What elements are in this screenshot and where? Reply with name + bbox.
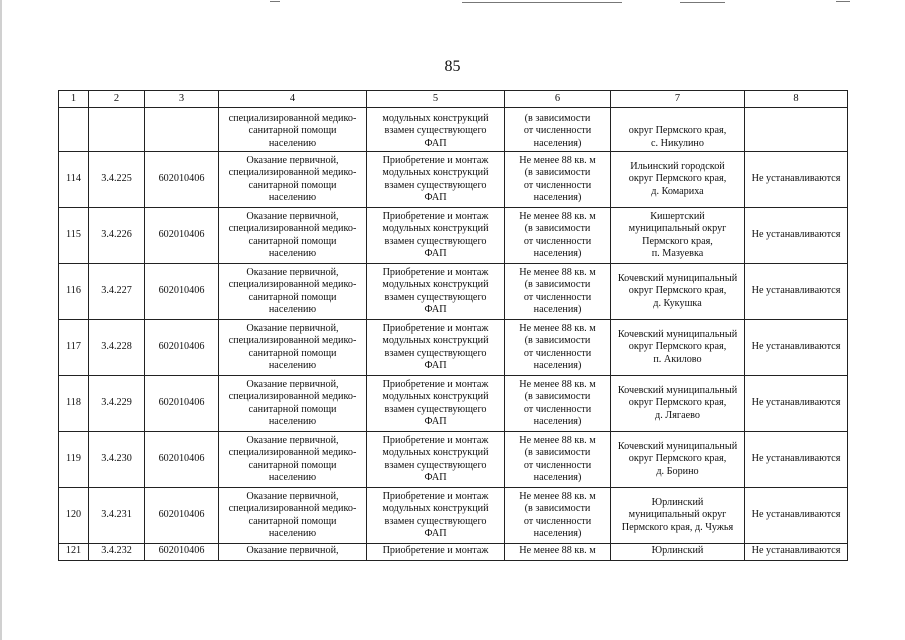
action-cell: Приобретение и монтаж — [367, 544, 505, 561]
capacity-cell: Не менее 88 кв. м (в зависимости от численности населения) — [505, 320, 611, 376]
row-number-cell: 118 — [59, 376, 89, 432]
note-cell: Не устанавливаются — [745, 376, 848, 432]
capacity-cell: Не менее 88 кв. м (в зависимости от численности населения) — [505, 432, 611, 488]
column-number-row — [59, 91, 848, 108]
location-cell: Кочевский муниципальный округ Пермского края, д. Кукушка — [611, 264, 745, 320]
code-cell: 3.4.232 — [89, 544, 145, 561]
table-row — [59, 152, 848, 208]
capacity-cell: Не менее 88 кв. м (в зависимости от численности населения) — [505, 376, 611, 432]
code-cell: 3.4.230 — [89, 432, 145, 488]
action-cell: Приобретение и монтаж модульных конструкций взамен существующего ФАП — [367, 208, 505, 264]
action-cell: Приобретение и монтаж модульных конструкций взамен существующего ФАП — [367, 152, 505, 208]
budget-code-cell — [145, 108, 219, 152]
table-row — [59, 208, 848, 264]
location-cell: Кочевский муниципальный округ Пермского края, д. Борино — [611, 432, 745, 488]
location-cell: Кочевский муниципальный округ Пермского края, п. Акилово — [611, 320, 745, 376]
code-cell: 3.4.228 — [89, 320, 145, 376]
service-cell: Оказание первичной, специализированной медико- санитарной помощи населению — [219, 432, 367, 488]
location-cell: Юрлинский муниципальный округ Пермского края, д. Чужья — [611, 488, 745, 544]
service-cell: Оказание первичной, специализированной медико- санитарной помощи населению — [219, 264, 367, 320]
service-cell: Оказание первичной, специализированной медико- санитарной помощи населению — [219, 152, 367, 208]
scan-edge — [0, 0, 2, 640]
column-number: 3 — [145, 91, 219, 108]
action-cell: Приобретение и монтаж модульных конструкций взамен существующего ФАП — [367, 488, 505, 544]
action-cell: модульных конструкций взамен существующего ФАП — [367, 108, 505, 152]
row-number-cell: 117 — [59, 320, 89, 376]
row-number-cell: 121 — [59, 544, 89, 561]
column-number: 1 — [59, 91, 89, 108]
budget-code-cell: 602010406 — [145, 376, 219, 432]
note-cell: Не устанавливаются — [745, 544, 848, 561]
column-number: 8 — [745, 91, 848, 108]
service-cell: Оказание первичной, специализированной медико- санитарной помощи населению — [219, 320, 367, 376]
row-number-cell: 116 — [59, 264, 89, 320]
action-cell: Приобретение и монтаж модульных конструкций взамен существующего ФАП — [367, 376, 505, 432]
capacity-cell: Не менее 88 кв. м (в зависимости от численности населения) — [505, 264, 611, 320]
location-cell: Ильинский городской округ Пермского края, д. Комариха — [611, 152, 745, 208]
budget-code-cell: 602010406 — [145, 152, 219, 208]
row-number-cell: 115 — [59, 208, 89, 264]
row-number-cell: 119 — [59, 432, 89, 488]
action-cell: Приобретение и монтаж модульных конструкций взамен существующего ФАП — [367, 432, 505, 488]
code-cell — [89, 108, 145, 152]
budget-code-cell: 602010406 — [145, 432, 219, 488]
budget-code-cell: 602010406 — [145, 264, 219, 320]
code-cell: 3.4.226 — [89, 208, 145, 264]
capacity-cell: Не менее 88 кв. м (в зависимости от численности населения) — [505, 488, 611, 544]
budget-code-cell: 602010406 — [145, 544, 219, 561]
note-cell: Не устанавливаются — [745, 488, 848, 544]
page-number: 85 — [444, 58, 461, 75]
column-number: 4 — [219, 91, 367, 108]
location-cell: Кишертский муниципальный округ Пермского края, п. Мазуевка — [611, 208, 745, 264]
service-cell: Оказание первичной, специализированной медико- санитарной помощи населению — [219, 208, 367, 264]
service-cell: специализированной медико- санитарной помощи населению — [219, 108, 367, 152]
scan-artifact — [270, 1, 280, 2]
scan-artifact — [680, 2, 725, 3]
note-cell: Не устанавливаются — [745, 432, 848, 488]
note-cell: Не устанавливаются — [745, 320, 848, 376]
service-cell: Оказание первичной, специализированной медико- санитарной помощи населению — [219, 376, 367, 432]
location-cell: округ Пермского края, с. Никулино — [611, 108, 745, 152]
code-cell: 3.4.229 — [89, 376, 145, 432]
column-number: 2 — [89, 91, 145, 108]
service-cell: Оказание первичной, специализированной медико- санитарной помощи населению — [219, 488, 367, 544]
capacity-cell: Не менее 88 кв. м — [505, 544, 611, 561]
action-cell: Приобретение и монтаж модульных конструкций взамен существующего ФАП — [367, 320, 505, 376]
table-row — [59, 488, 848, 544]
scan-artifact — [462, 2, 622, 3]
table-row-partial — [59, 544, 848, 561]
capacity-cell: Не менее 88 кв. м (в зависимости от численности населения) — [505, 152, 611, 208]
location-cell: Кочевский муниципальный округ Пермского края, д. Лягаево — [611, 376, 745, 432]
note-cell: Не устанавливаются — [745, 264, 848, 320]
data-table — [58, 90, 848, 561]
capacity-cell: (в зависимости от численности населения) — [505, 108, 611, 152]
row-number-cell — [59, 108, 89, 152]
row-number-cell: 114 — [59, 152, 89, 208]
budget-code-cell: 602010406 — [145, 208, 219, 264]
table-row — [59, 264, 848, 320]
note-cell: Не устанавливаются — [745, 152, 848, 208]
table-row — [59, 432, 848, 488]
code-cell: 3.4.227 — [89, 264, 145, 320]
table-row — [59, 320, 848, 376]
budget-code-cell: 602010406 — [145, 320, 219, 376]
code-cell: 3.4.225 — [89, 152, 145, 208]
row-number-cell: 120 — [59, 488, 89, 544]
code-cell: 3.4.231 — [89, 488, 145, 544]
budget-code-cell: 602010406 — [145, 488, 219, 544]
note-cell: Не устанавливаются — [745, 208, 848, 264]
action-cell: Приобретение и монтаж модульных конструкций взамен существующего ФАП — [367, 264, 505, 320]
scan-artifact — [836, 1, 850, 2]
note-cell — [745, 108, 848, 152]
column-number: 7 — [611, 91, 745, 108]
capacity-cell: Не менее 88 кв. м (в зависимости от численности населения) — [505, 208, 611, 264]
table-row — [59, 376, 848, 432]
location-cell: Юрлинский — [611, 544, 745, 561]
column-number: 6 — [505, 91, 611, 108]
service-cell: Оказание первичной, — [219, 544, 367, 561]
continuation-row — [59, 108, 848, 152]
column-number: 5 — [367, 91, 505, 108]
